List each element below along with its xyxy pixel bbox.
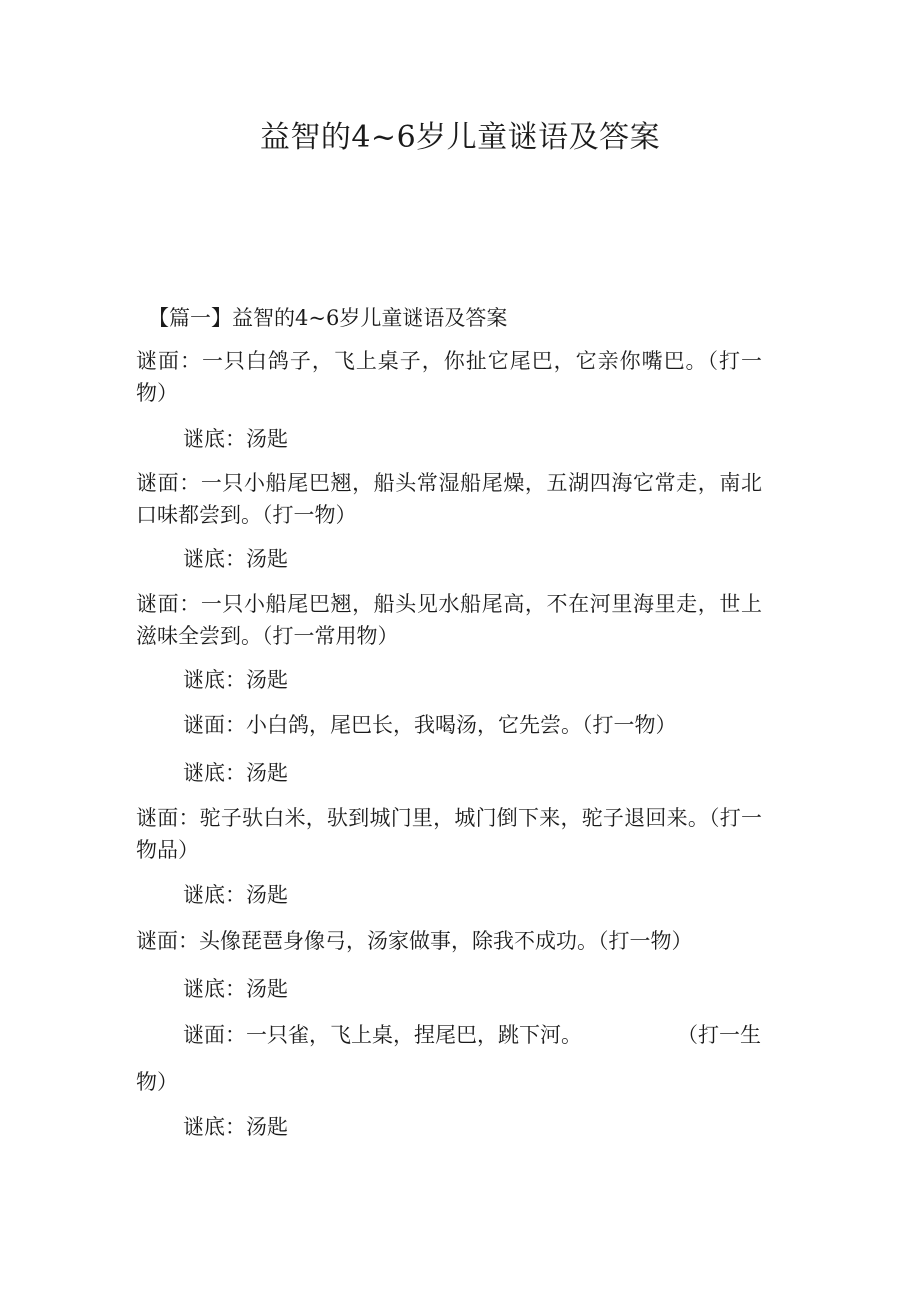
riddle-6: 谜面：头像琵琶身像弓，汤家做事，除我不成功。（打一物） <box>136 929 693 953</box>
answer-2: 谜底：汤匙 <box>183 547 288 571</box>
section-heading: 【篇一】益智的4~6岁儿童谜语及答案 <box>148 306 508 330</box>
riddle-7-wrap: 物） <box>136 1070 178 1094</box>
riddle-1: 谜面：一只白鸽子，飞上桌子，你扯它尾巴，它亲你嘴巴。（打一物） <box>136 349 762 405</box>
answer-1: 谜底：汤匙 <box>183 427 288 451</box>
answer-7: 谜底：汤匙 <box>183 1115 288 1139</box>
riddle-7-main: 谜面：一只雀，飞上桌，捏尾巴，跳下河。 <box>183 1023 582 1047</box>
riddle-7-tail: （打一生 <box>677 1023 761 1047</box>
riddle-5: 谜面：驼子驮白米，驮到城门里，城门倒下来，驼子退回来。（打一物品） <box>136 806 762 862</box>
riddle-4: 谜面：小白鸽，尾巴长，我喝汤，它先尝。（打一物） <box>183 713 677 737</box>
riddle-7 <box>183 1019 763 1051</box>
answer-6: 谜底：汤匙 <box>183 977 288 1001</box>
answer-3: 谜底：汤匙 <box>183 668 288 692</box>
page-title: 益智的4~6岁儿童谜语及答案 <box>259 120 661 155</box>
answer-5: 谜底：汤匙 <box>183 883 288 907</box>
riddle-2: 谜面：一只小船尾巴翘，船头常湿船尾燥，五湖四海它常走，南北口味都尝到。（打一物） <box>136 471 762 527</box>
answer-4: 谜底：汤匙 <box>183 761 288 785</box>
riddle-3: 谜面：一只小船尾巴翘，船头见水船尾高，不在河里海里走，世上滋味全尝到。（打一常用物） <box>136 592 762 648</box>
